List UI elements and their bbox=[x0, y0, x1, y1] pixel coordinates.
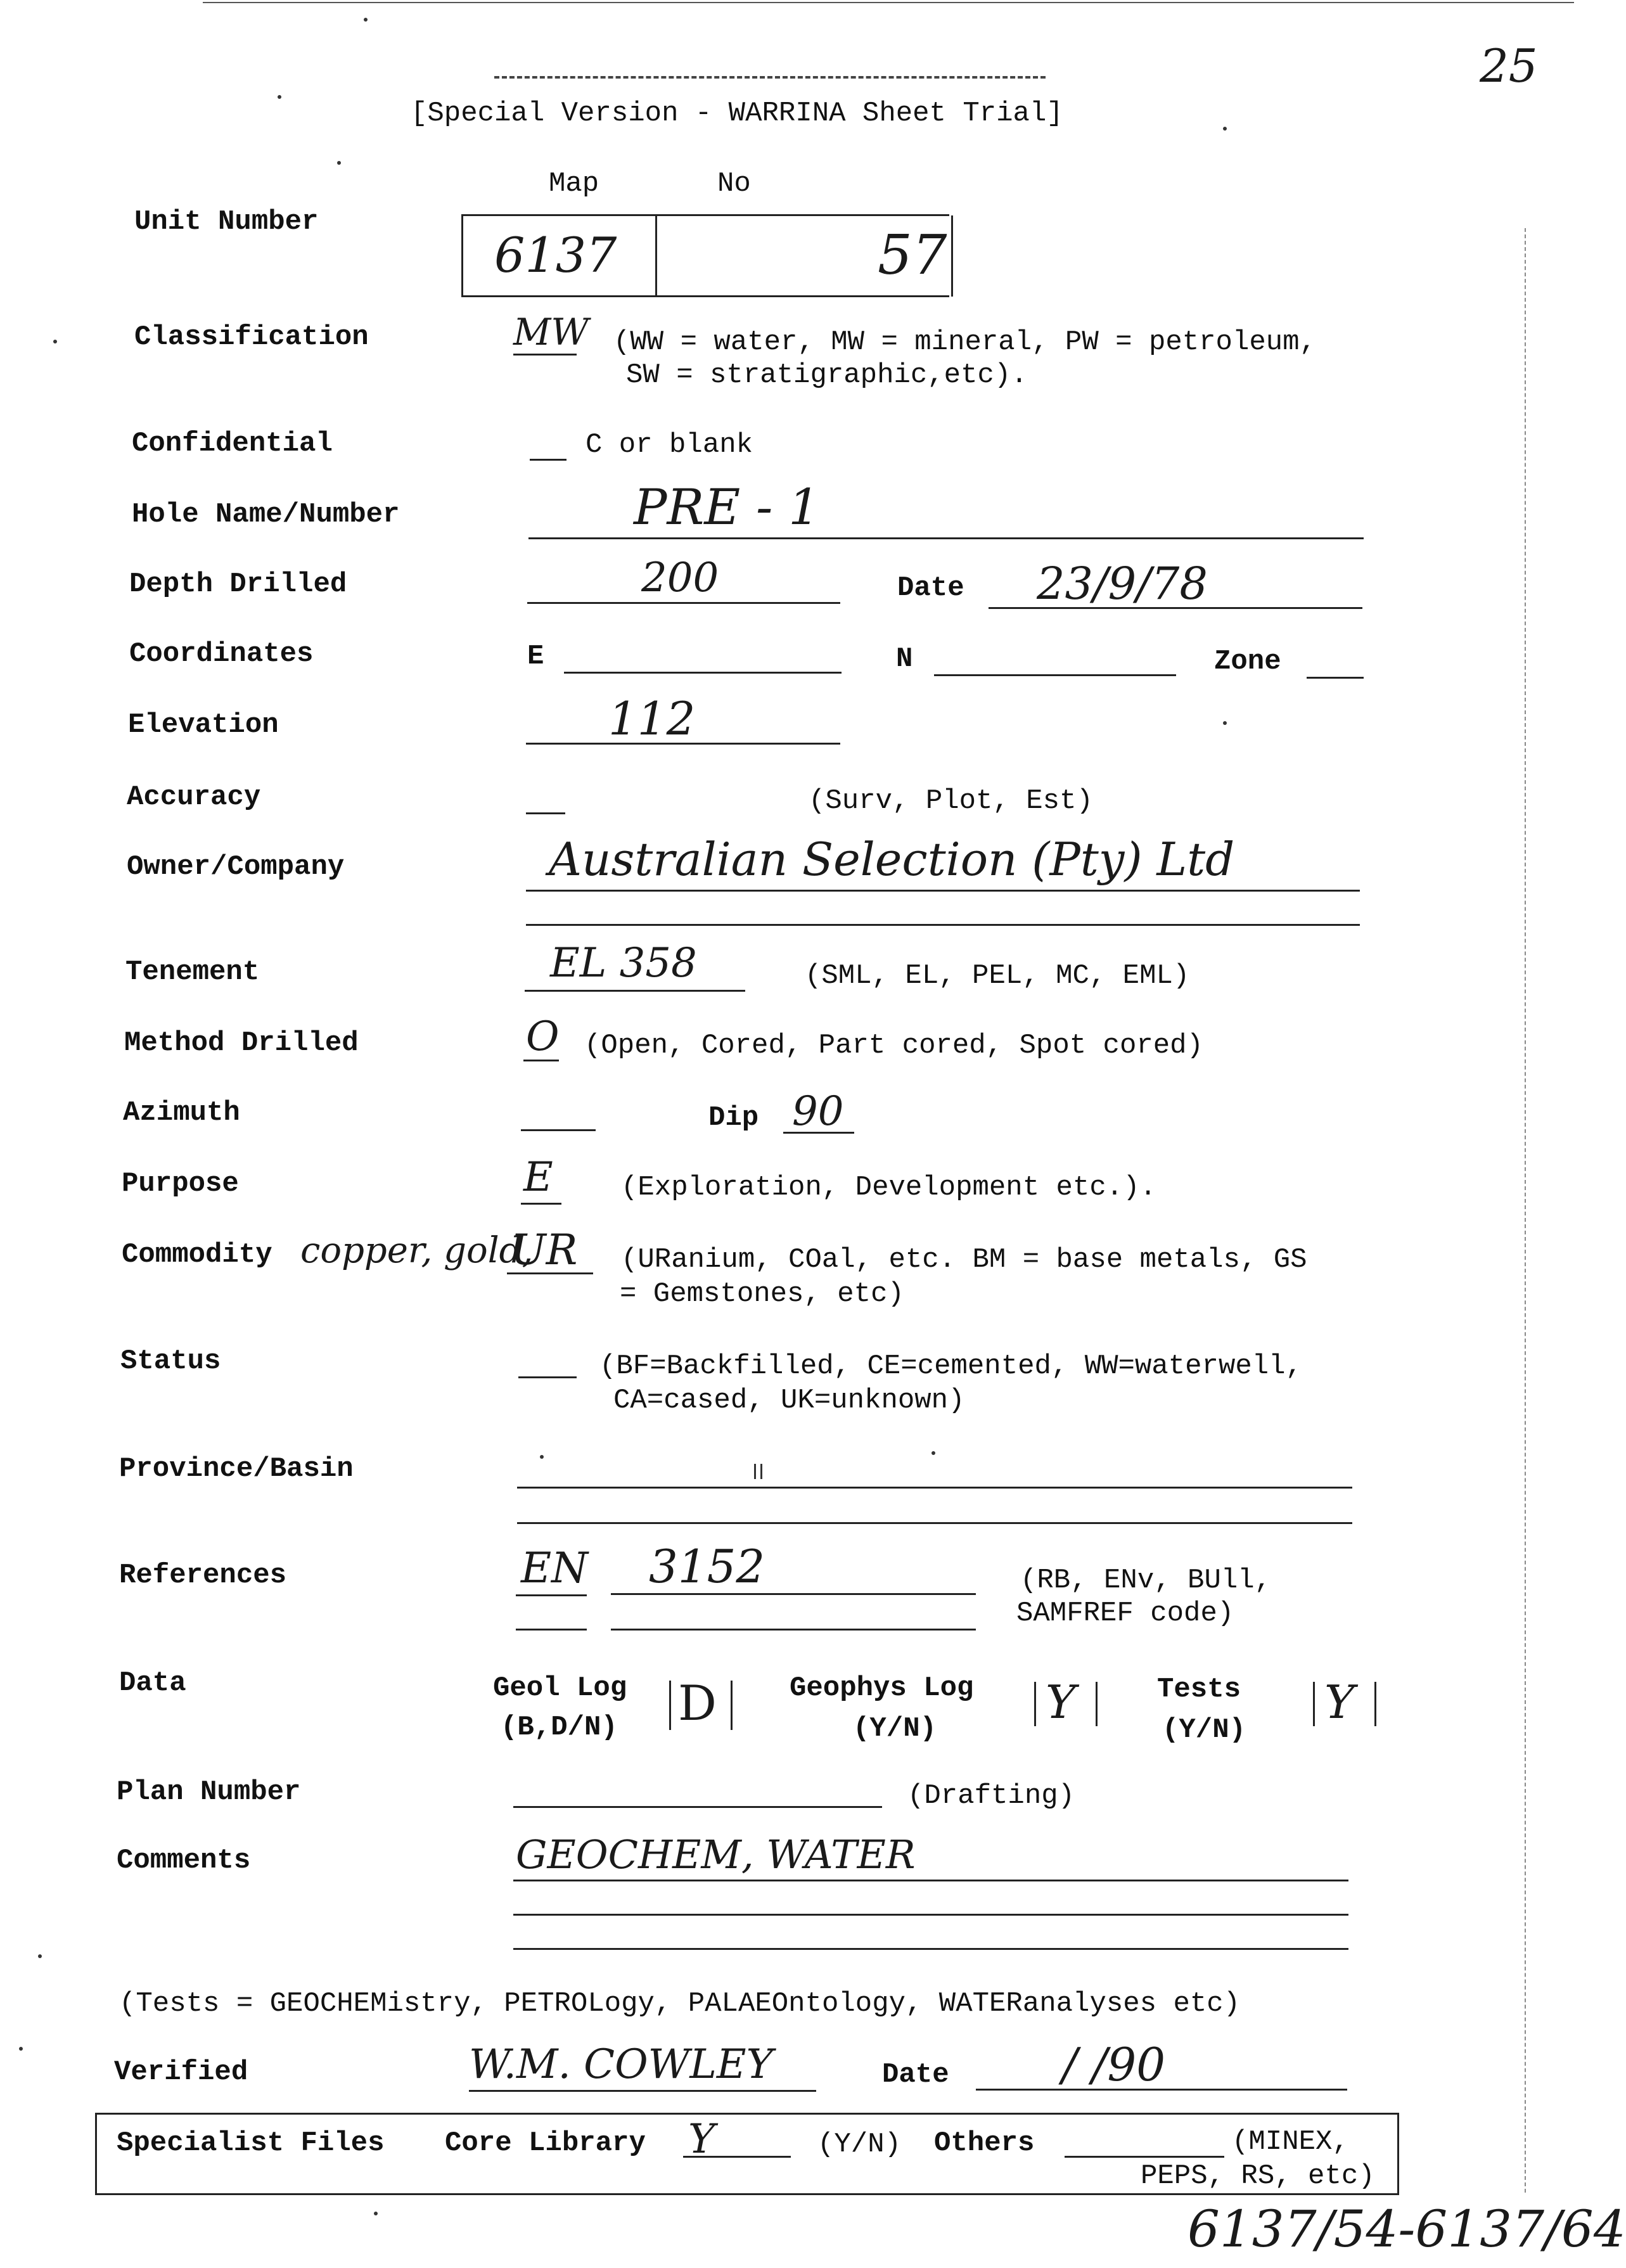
status-note-2: CA=cased, UK=unknown) bbox=[613, 1385, 965, 1416]
dip-line bbox=[783, 1132, 854, 1134]
comments-value[interactable]: GEOCHEM, WATER bbox=[516, 1831, 916, 1878]
geophys-log-hint: (Y/N) bbox=[853, 1713, 937, 1745]
references-line-2b bbox=[611, 1629, 976, 1631]
commodity-note-1: (URanium, COal, etc. BM = base metals, GS bbox=[621, 1244, 1307, 1276]
map-value[interactable]: 6137 bbox=[494, 227, 617, 283]
verified-label: Verified bbox=[114, 2056, 248, 2088]
dip-label: Dip bbox=[708, 1102, 759, 1134]
azimuth-label: Azimuth bbox=[123, 1097, 240, 1129]
confidential-field[interactable] bbox=[530, 459, 567, 461]
commodity-handwritten: copper, gold, bbox=[300, 1230, 534, 1271]
status-note-1: (BF=Backfilled, CE=cemented, WW=waterwell, bbox=[599, 1350, 1302, 1382]
owner-value[interactable]: Australian Selection (Pty) Ltd bbox=[549, 833, 1235, 886]
core-library-value[interactable]: Y bbox=[688, 2116, 715, 2163]
tests-label: Tests bbox=[1157, 1674, 1241, 1705]
tenement-note: (SML, EL, PEL, MC, EML) bbox=[805, 960, 1190, 992]
plan-number-label: Plan Number bbox=[117, 1776, 301, 1808]
drill-date-label: Date bbox=[897, 572, 964, 604]
verified-date-value[interactable]: / /90 bbox=[1062, 2038, 1166, 2091]
method-note: (Open, Cored, Part cored, Spot cored) bbox=[584, 1030, 1203, 1061]
hole-name-label: Hole Name/Number bbox=[132, 499, 400, 530]
geol-log-label: Geol Log bbox=[493, 1672, 627, 1704]
references-code-line bbox=[516, 1594, 587, 1596]
zone-label: Zone bbox=[1214, 646, 1281, 677]
hole-name-line bbox=[528, 537, 1364, 539]
purpose-label: Purpose bbox=[122, 1168, 239, 1200]
speck bbox=[754, 1464, 756, 1479]
commodity-label: Commodity bbox=[122, 1239, 272, 1271]
tests-value[interactable]: Y bbox=[1324, 1675, 1355, 1729]
no-column-header: No bbox=[717, 168, 751, 200]
references-number[interactable]: 3152 bbox=[649, 1540, 765, 1593]
speck bbox=[337, 161, 341, 165]
no-value[interactable]: 57 bbox=[878, 224, 947, 287]
others-label: Others bbox=[934, 2127, 1035, 2159]
commodity-note-2: = Gemstones, etc) bbox=[620, 1278, 904, 1310]
geol-log-value[interactable]: D bbox=[678, 1675, 717, 1731]
speck bbox=[540, 1455, 544, 1459]
province-line-2[interactable] bbox=[517, 1522, 1352, 1524]
page-number: 25 bbox=[1480, 39, 1538, 93]
method-label: Method Drilled bbox=[124, 1027, 359, 1059]
zone-field[interactable] bbox=[1307, 677, 1364, 679]
easting-label: E bbox=[527, 641, 544, 672]
confidential-note: C or blank bbox=[586, 429, 753, 461]
dip-value[interactable]: 90 bbox=[792, 1088, 844, 1135]
speck bbox=[931, 1451, 935, 1455]
map-column-header: Map bbox=[549, 168, 599, 200]
owner-label: Owner/Company bbox=[127, 851, 345, 883]
drill-date-line bbox=[989, 607, 1362, 609]
classification-value[interactable]: MW bbox=[513, 311, 589, 354]
easting-field[interactable] bbox=[564, 672, 842, 674]
status-field[interactable] bbox=[518, 1376, 577, 1378]
classification-label: Classification bbox=[134, 321, 369, 353]
elevation-value[interactable]: 112 bbox=[608, 692, 696, 745]
classification-note-2: SW = stratigraphic,etc). bbox=[626, 359, 1028, 391]
hole-name-value[interactable]: PRE - 1 bbox=[634, 479, 820, 536]
speck bbox=[760, 1464, 762, 1479]
elevation-line bbox=[526, 743, 840, 745]
references-code[interactable]: EN bbox=[521, 1544, 588, 1592]
northing-field[interactable] bbox=[934, 674, 1176, 676]
depth-drilled-value[interactable]: 200 bbox=[641, 554, 719, 601]
references-label: References bbox=[119, 1560, 287, 1591]
elevation-label: Elevation bbox=[128, 709, 279, 741]
tenement-value[interactable]: EL 358 bbox=[550, 940, 697, 987]
scan-edge-line bbox=[1525, 228, 1526, 2193]
speck bbox=[1223, 721, 1227, 725]
verified-date-label: Date bbox=[882, 2059, 949, 2091]
depth-drilled-line bbox=[527, 602, 840, 604]
comments-label: Comments bbox=[117, 1845, 251, 1876]
comments-line-3 bbox=[513, 1948, 1348, 1950]
others-field[interactable] bbox=[1065, 2156, 1224, 2158]
geol-log-hint: (B,D/N) bbox=[501, 1712, 618, 1743]
unit-box-bottom bbox=[461, 295, 949, 297]
speck bbox=[374, 2212, 378, 2215]
method-value[interactable]: O bbox=[526, 1013, 560, 1060]
plan-number-note: (Drafting) bbox=[907, 1780, 1075, 1812]
verified-line bbox=[469, 2090, 816, 2092]
plan-number-field[interactable] bbox=[513, 1806, 882, 1808]
province-label: Province/Basin bbox=[119, 1453, 354, 1485]
footer-reference: 6137/54-6137/64 bbox=[1187, 2200, 1626, 2258]
scan-edge-line bbox=[203, 2, 1574, 3]
tenement-label: Tenement bbox=[125, 956, 260, 988]
speck bbox=[364, 18, 368, 22]
geophys-log-value[interactable]: Y bbox=[1046, 1675, 1076, 1729]
drill-date-value[interactable]: 23/9/78 bbox=[1037, 558, 1208, 610]
classification-note-1: (WW = water, MW = mineral, PW = petroleum, bbox=[613, 326, 1316, 358]
unit-number-label: Unit Number bbox=[134, 206, 319, 238]
tests-legend: (Tests = GEOCHEMistry, PETROLogy, PALAEOntology, WATERanalyses etc) bbox=[119, 1988, 1241, 2020]
speck bbox=[278, 95, 281, 99]
owner-line-2 bbox=[526, 924, 1360, 926]
commodity-value[interactable]: UR bbox=[511, 1226, 578, 1274]
speck bbox=[38, 1954, 42, 1958]
purpose-value[interactable]: E bbox=[523, 1154, 553, 1201]
others-hint-2: PEPS, RS, etc) bbox=[1141, 2160, 1375, 2192]
core-library-hint: (Y/N) bbox=[817, 2129, 902, 2160]
data-label: Data bbox=[119, 1667, 186, 1699]
obscured-title-rule bbox=[494, 76, 1046, 79]
comments-line-2 bbox=[513, 1914, 1348, 1916]
tenement-line bbox=[525, 990, 745, 992]
others-hint-1: (MINEX, bbox=[1232, 2126, 1349, 2158]
speck bbox=[1223, 127, 1227, 131]
status-label: Status bbox=[120, 1345, 221, 1377]
accuracy-label: Accuracy bbox=[127, 781, 261, 813]
core-library-label: Core Library bbox=[445, 2127, 646, 2159]
accuracy-field[interactable] bbox=[526, 812, 565, 814]
method-line bbox=[523, 1060, 559, 1061]
depth-drilled-label: Depth Drilled bbox=[129, 568, 347, 600]
core-library-line bbox=[683, 2156, 791, 2158]
commodity-line bbox=[507, 1272, 593, 1274]
confidential-label: Confidential bbox=[132, 428, 333, 459]
specialist-files-label: Specialist Files bbox=[117, 2127, 385, 2159]
speck bbox=[19, 2047, 23, 2051]
unit-box-divider bbox=[655, 215, 657, 297]
coordinates-label: Coordinates bbox=[129, 638, 314, 670]
speck bbox=[53, 340, 57, 343]
comments-line-1 bbox=[513, 1880, 1348, 1881]
purpose-line bbox=[521, 1203, 561, 1205]
accuracy-note: (Surv, Plot, Est) bbox=[809, 785, 1093, 817]
form-heading: [Special Version - WARRINA Sheet Trial] bbox=[411, 98, 1063, 129]
references-note-1: (RB, ENv, BUll, bbox=[1020, 1565, 1272, 1596]
references-number-line bbox=[611, 1593, 976, 1595]
unit-box-top bbox=[461, 214, 949, 216]
verified-value[interactable]: W.M. COWLEY bbox=[469, 2041, 773, 2088]
references-line-2a bbox=[516, 1629, 587, 1631]
tests-hint: (Y/N) bbox=[1162, 1714, 1246, 1746]
owner-line-1 bbox=[526, 890, 1360, 892]
references-note-2: SAMFREF code) bbox=[1016, 1598, 1234, 1629]
northing-label: N bbox=[896, 643, 913, 675]
province-line-1[interactable] bbox=[517, 1487, 1352, 1489]
geophys-log-label: Geophys Log bbox=[790, 1672, 974, 1704]
azimuth-field[interactable] bbox=[521, 1129, 596, 1131]
classification-line bbox=[513, 354, 577, 356]
verified-date-line bbox=[976, 2089, 1347, 2091]
purpose-note: (Exploration, Development etc.). bbox=[621, 1172, 1156, 1203]
